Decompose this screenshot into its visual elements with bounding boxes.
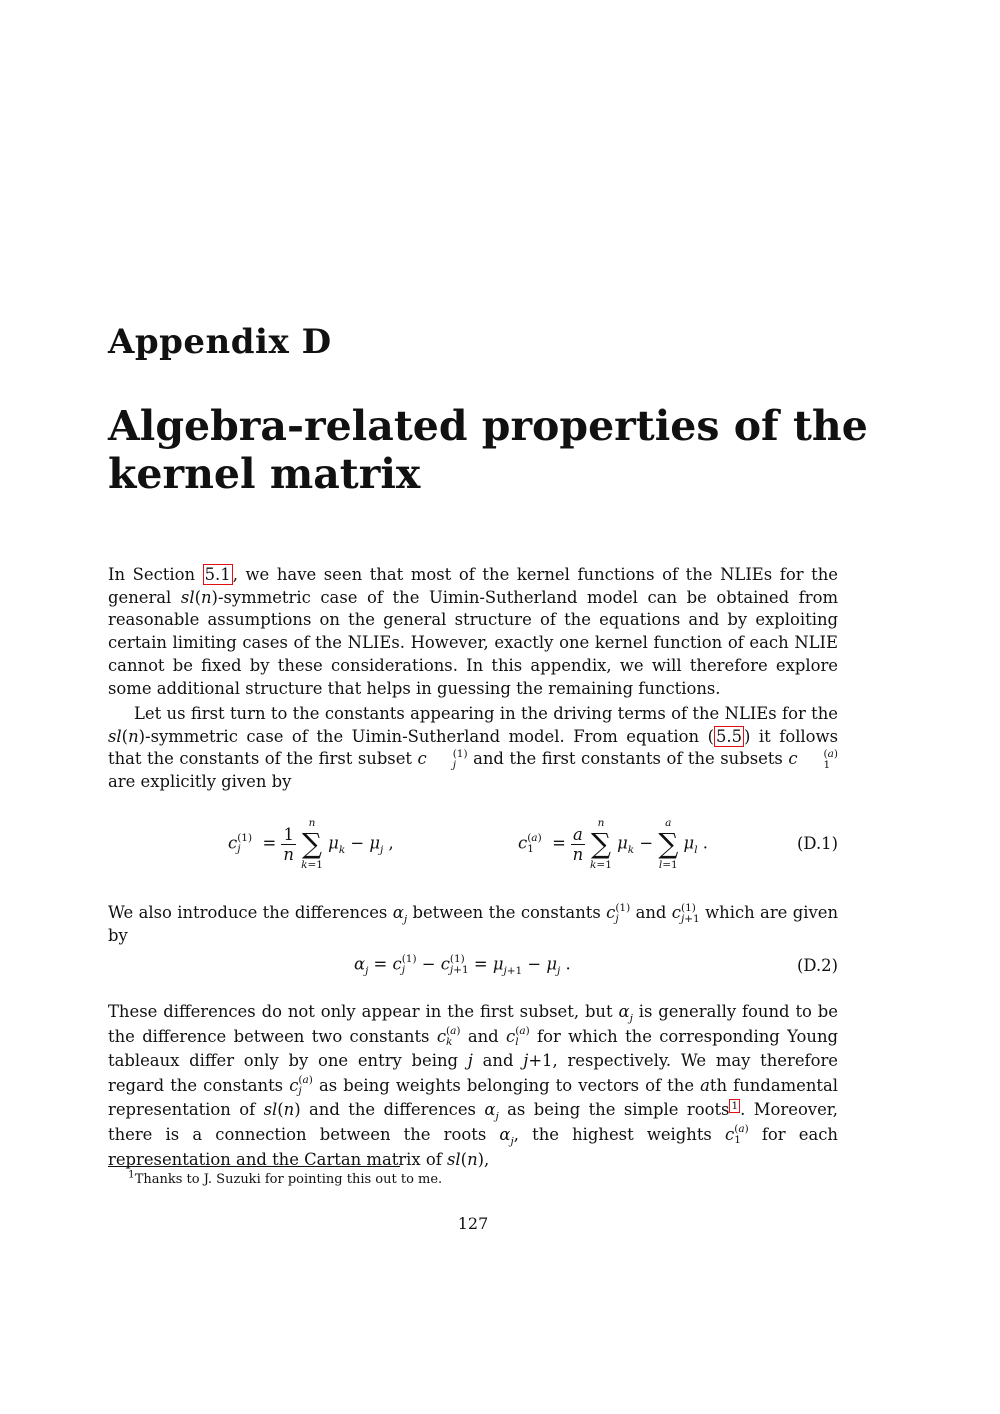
equation-d1-left: c (1) j = $\frac{1}{n}$ n ∑ k=1 $\mu_k - \mu_j$ , (228, 817, 394, 871)
paragraph-intro: In Section 5.1 , we have seen that most of the kernel functions of the NLIEs for the general sl(n)-symmetric case of the Uimin-Sutherland model can be obtained from reasonable assumptions on the general structure of the equations and by exploiting certain limiting cases of the NLIEs. However, exactly one kernel function of each NLIE cannot be fixed by these considerations. In this appendix, we will therefore explore some additional structure that helps in guessing the remaining functions. (108, 565, 839, 698)
text-run: th fundamental representation of (108, 1075, 838, 1120)
paragraph-differences: We also introduce the differences $\alpha_j$ between the constants c (1) j and c (1) j+1 which are given by (108, 901, 838, 945)
text-run: . Moreover, there is a connection between the roots (108, 1100, 839, 1144)
text-run: as being the simple roots (498, 1100, 730, 1120)
text-run: We also introduce the differences (108, 903, 393, 922)
text-run: , we have seen that most of the kernel functions of the NLIEs for the general (108, 565, 839, 607)
text-run: -symmetric case of the Uimin-Sutherland model. From equation ( (145, 726, 714, 746)
text-run: , (484, 1149, 490, 1169)
text-run: Let us first turn to the constants appearing in the driving terms of the NLIEs for the (134, 704, 838, 723)
text-run: for which the corresponding Young tableaux differ only by one entry being (108, 1026, 839, 1071)
footnote-text: Thanks to J. Suzuki for pointing this out to me. (134, 1172, 443, 1187)
text-run: which are given by (108, 903, 838, 945)
text-run: and (472, 1051, 524, 1071)
text-run: as being weights belonging to vectors of the (312, 1075, 701, 1095)
text-run: and the first constants of the subsets (467, 749, 789, 769)
equation-d2: $\alpha_j = c$ (1) j − c (1) j+1 = $\mu_{j+1} - \mu_j$ . (354, 953, 571, 977)
text-run: is generally found to be the difference between two constants (108, 1002, 838, 1046)
math-c1a: c (a) 1 (788, 747, 838, 771)
paragraph-weights: These differences do not only appear in the first subset, but $\alpha_j$ is generally found to be the difference between two constants c (a) k and c (a) l for which the corresponding Young tableaux differ only by one entry being j and j+1, respectively. We may therefore regard the constants c (a) j as being weights belonging to vectors of the ath fundamental representation of sl(n) and the differences $\alpha_j$ as being the simple roots $^1$ . Moreover, there is a connection between the roots $\alpha_j$, the highest weights c (a) 1 for each representation and the Cartan matrix of sl(n), (108, 1002, 839, 1169)
text-run: , respectively. We may therefore regard the constants (108, 1051, 839, 1095)
section-link[interactable]: 5.1 (204, 565, 231, 584)
equation-number-d1: (D.1) (797, 834, 838, 853)
appendix-label: Appendix D (108, 322, 332, 362)
text-run: between the constants (407, 903, 607, 922)
math-sln: sl (108, 726, 122, 746)
equation-d1-right: c (a) 1 = $\frac{a}{n}$ n ∑ k=1 $\mu_k$ − a ∑ l=1 $\mu_l$ . (518, 817, 708, 871)
equation-number-d2: (D.2) (797, 956, 838, 975)
footnote-link[interactable]: 1 (731, 1099, 739, 1112)
text-run: and (630, 903, 672, 922)
text-run: , the highest weights (513, 1124, 726, 1144)
footnote-divider (108, 1166, 400, 1167)
text-run: These differences do not only appear in the first subset, but (108, 1002, 619, 1021)
chapter-title: Algebra-related properties of the kernel matrix (108, 402, 868, 498)
page-number: 127 (457, 1214, 489, 1233)
footnote-mark: 1 (128, 1168, 135, 1181)
text-run: and (460, 1026, 507, 1046)
footnote (128, 1168, 443, 1187)
text-run: are explicitly given by (108, 772, 292, 792)
paragraph-constants: Let us first turn to the constants appearing in the driving terms of the NLIEs for the sl(n)-symmetric case of the Uimin-Sutherland model. From equation ( 5.5 ) it follows that the constants of the first subset c (1) j and the first constants of the subsets c (a) 1 are explicitly given by (108, 704, 838, 792)
math-sln: sl (180, 587, 195, 607)
text-run: for each representation and the Cartan matrix of (108, 1124, 838, 1169)
text-run: -symmetric case of the Uimin-Sutherland model can be obtained from reasonable assumptions on the general structure of the equations and by exploiting certain limiting cases of the NLIEs. However, exactly one kernel function of each NLIE cannot be fixed by these considerations. In this appendix, we will therefore explore some additional structure that helps in guessing the remaining functions. (108, 587, 838, 698)
text-run: ) it follows that the constants of the first subset (108, 726, 838, 769)
text-run: In Section (108, 565, 203, 584)
math-cj1: c (1) j (417, 747, 468, 771)
equation-link[interactable]: 5.5 (715, 726, 743, 746)
text-run: and the differences (300, 1100, 485, 1120)
